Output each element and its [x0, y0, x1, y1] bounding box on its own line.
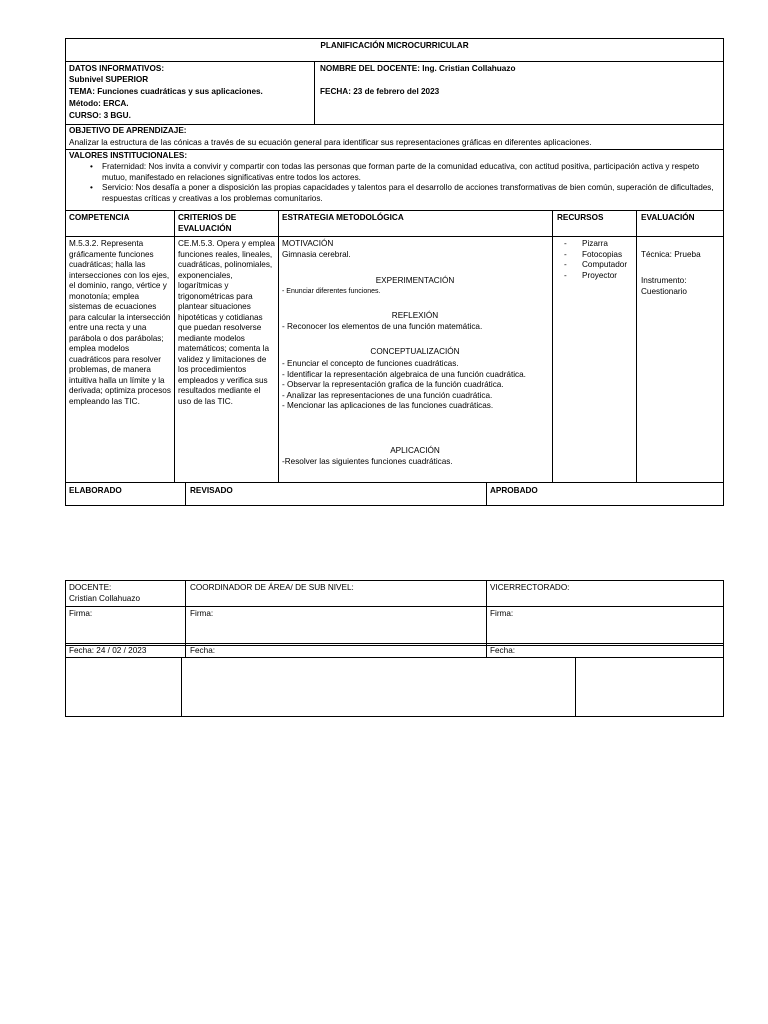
footer-revisado: REVISADO: [190, 486, 233, 495]
firma-coordinador-heading: COORDINADOR DE ÁREA/ DE SUB NIVEL:: [190, 583, 354, 592]
conceptualizacion-item: - Mencionar las aplicaciones de las funciones cuadráticas.: [282, 401, 494, 410]
datos-heading: DATOS INFORMATIVOS:: [69, 64, 165, 73]
motivacion-heading: MOTIVACIÓN: [282, 239, 334, 248]
row-divider: [65, 236, 724, 237]
recurso-item: - Proyector: [562, 271, 634, 282]
row-divider: [65, 643, 724, 644]
recurso-item: - Pizarra: [562, 239, 634, 250]
reflexion-heading: REFLEXIÓN: [391, 311, 439, 320]
datos-tema: TEMA: Funciones cuadráticas y sus aplicaciones.: [69, 87, 263, 96]
datos-curso: CURSO: 3 BGU.: [69, 111, 131, 120]
firma-label: Firma:: [190, 609, 214, 618]
footer-elaborado: ELABORADO: [69, 486, 122, 495]
firma-docente-name: Cristian Collahuazo: [69, 594, 140, 603]
conceptualizacion-item: - Identificar la representación algebraica de una función cuadrática.: [282, 369, 526, 379]
recursos-list: [562, 239, 634, 281]
row-divider: [65, 645, 724, 646]
competencia-text: M.5.3.2. Representa gráficamente funciones cuadráticas; halla las intersecciones con los ejes, el dominio, rango, vértice y monotonía; emplea sistemas de ecuaciones para calcular la intersección entre una recta y una parábola o dos parábolas; emplea modelos cuadráticos para resolver problemas, de manera intuitiva halla un límite y la derivada; optimiza procesos empleando las TIC.: [69, 239, 171, 406]
conceptualizacion-heading: CONCEPTUALIZACIÓN: [370, 347, 460, 356]
page-title: PLANIFICACIÓN MICROCURRICULAR: [320, 41, 469, 50]
col-divider: [174, 210, 175, 482]
motivacion-text: Gimnasia cerebral.: [282, 250, 351, 259]
col-divider: [486, 482, 487, 506]
experimentacion-heading: EXPERIMENTACIÓN: [375, 276, 455, 285]
col-divider: [486, 580, 487, 657]
firma-vicerrector-heading: VICERRECTORADO:: [490, 583, 570, 592]
firma-label: Firma:: [69, 609, 93, 618]
valores-list: [78, 162, 718, 204]
valor-item: • Fraternidad: Nos invita a convivir y compartir con todas las personas que forman parte de la comunidad educativa, con actitud positiva, participación activa y respeto mutuo, manifestado en relaciones significativas entre todos los actores.: [102, 162, 718, 183]
firma-label: Firma:: [490, 609, 514, 618]
row-divider: [65, 606, 724, 607]
objetivo-heading: OBJETIVO DE APRENDIZAJE:: [69, 126, 187, 135]
evaluacion-instrumento: Cuestionario: [641, 287, 687, 296]
valor-item: • Servicio: Nos desafía a poner a disposición las propias capacidades y talentos para el desarrollo de acciones transformativas de bien común, superación de dificultades, respuestas críticas y creativas a los problemas comunitarios.: [102, 183, 718, 204]
aplicacion-text: -Resolver las siguientes funciones cuadráticas.: [282, 457, 453, 466]
fecha-plan: FECHA: 23 de febrero del 2023: [320, 87, 440, 96]
recurso-item: - Fotocopias: [562, 250, 634, 261]
header-competencia: COMPETENCIA: [69, 213, 130, 222]
row-divider: [65, 61, 724, 62]
col-divider: [552, 210, 553, 482]
header-criterios: CRITERIOS DE EVALUACIÓN: [178, 213, 237, 233]
conceptualizacion-list: [282, 359, 546, 412]
experimentacion-text: - Enunciar diferentes funciones.: [282, 288, 381, 295]
valores-heading: VALORES INSTITUCIONALES:: [69, 151, 188, 160]
evaluacion-instrumento-label: Instrumento:: [641, 276, 687, 285]
col-divider: [185, 580, 186, 657]
row-divider: [65, 210, 724, 211]
row-divider: [65, 149, 724, 150]
col-divider: [636, 210, 637, 482]
datos-metodo: Método: ERCA.: [69, 99, 129, 108]
header-recursos: RECURSOS: [557, 213, 604, 222]
recurso-item: - Computador: [562, 260, 634, 271]
conceptualizacion-item: - Observar la representación grafica de la función cuadrática.: [282, 380, 504, 389]
row-divider: [65, 124, 724, 125]
datos-subnivel: Subnivel SUPERIOR: [69, 75, 149, 84]
objetivo-text: Analizar la estructura de las cónicas a través de su ecuación general para identificar sus representaciones gráficas en diferentes aplicaciones.: [69, 137, 592, 147]
header-evaluacion: EVALUACIÓN: [641, 213, 695, 222]
conceptualizacion-item: - Enunciar el concepto de funciones cuadráticas.: [282, 359, 459, 368]
row-divider: [65, 657, 724, 658]
docente-name: NOMBRE DEL DOCENTE: Ing. Cristian Collahuazo: [320, 64, 516, 73]
conceptualizacion-item: - Analizar las representaciones de una función cuadrática.: [282, 390, 493, 400]
col-divider: [185, 482, 186, 506]
fecha-label: Fecha:: [190, 646, 216, 655]
col-divider: [181, 657, 182, 717]
col-divider: [314, 61, 315, 124]
footer-aprobado: APROBADO: [490, 486, 538, 495]
fecha-docente: Fecha: 24 / 02 / 2023: [69, 646, 147, 655]
header-estrategia: ESTRATEGIA METODOLÓGICA: [282, 213, 404, 222]
firma-docente-heading: DOCENTE:: [69, 583, 112, 592]
evaluacion-tecnica: Técnica: Prueba: [641, 250, 701, 259]
criterios-text: CE.M.5.3. Opera y emplea funciones reales, lineales, cuadráticas, polinomiales, exponenciales, logarítmicas y trigonométricas para plantear situaciones hipotéticas y cotidianas que puedan resolverse mediante modelos matemáticos; comenta la validez y limitaciones de los procedimientos empleados y verifica sus resultados mediante el uso de las TIC.: [178, 239, 275, 406]
fecha-label: Fecha:: [490, 646, 516, 655]
col-divider: [278, 210, 279, 482]
aplicacion-heading: APLICACIÓN: [390, 446, 440, 455]
row-divider: [65, 482, 724, 483]
col-divider: [575, 657, 576, 717]
signature-table: [65, 580, 724, 717]
reflexion-text: - Reconocer los elementos de una función matemática.: [282, 322, 483, 331]
